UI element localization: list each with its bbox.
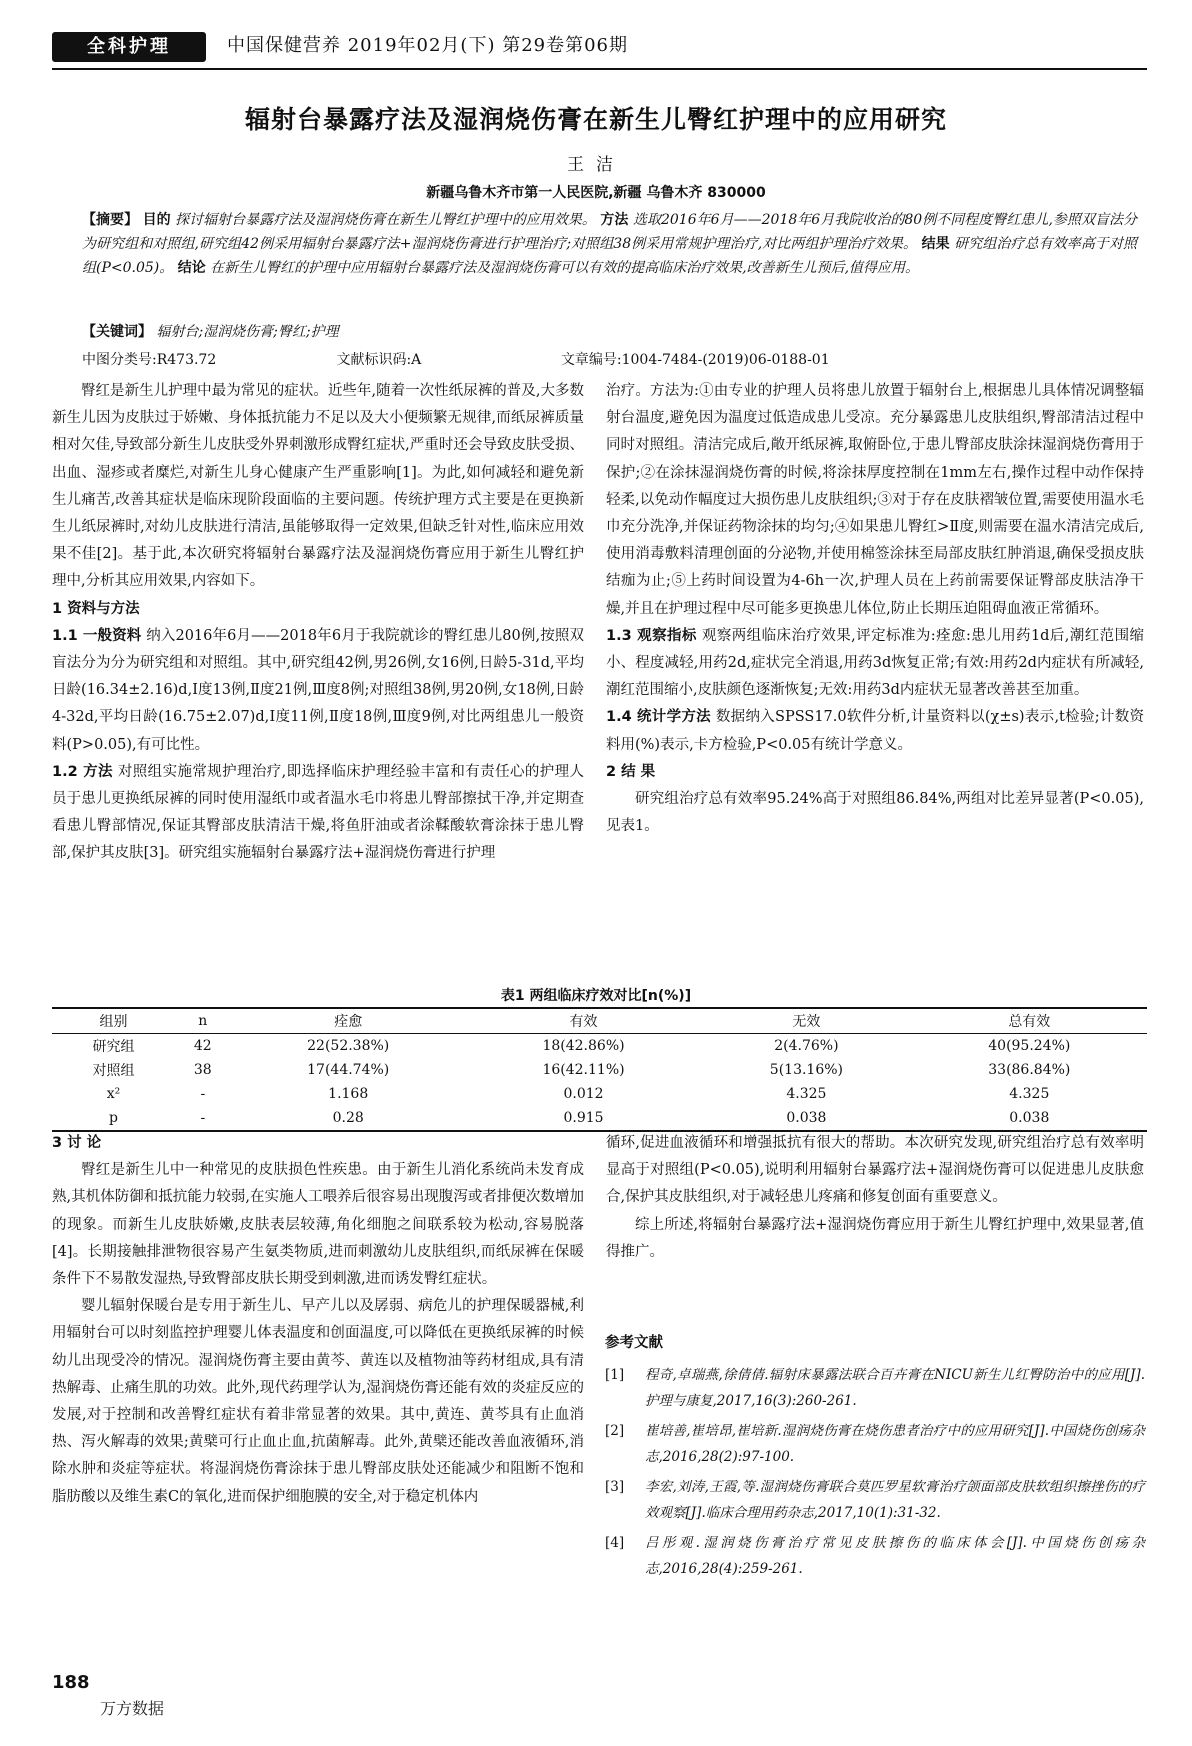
table-cell: 1.168	[328, 1086, 369, 1102]
section-1-2-label: 1.2 方法	[52, 763, 113, 780]
table-row	[52, 1034, 1147, 1059]
section-1-1-text: 纳入2016年6月——2018年6月于我院就诊的臀红患儿80例,按照双盲法分为分为研究组和对照组。其中,研究组42例,男26例,女16例,日龄5-31d,平均日龄(16.34±2.16)d,Ⅰ度13例,Ⅱ度21例,Ⅲ度8例;对照组38例,男20例,女18例,日龄4-32d,平均日龄(16.75±2.07)d,Ⅰ度11例,Ⅱ度18例,Ⅲ度9例,对比两组患儿一般资料(P>0.05),有可比性。	[52, 627, 585, 753]
affiliation: 新疆乌鲁木齐市第一人民医院,新疆 乌鲁木齐 830000	[426, 185, 766, 201]
table-cell: p	[52, 1106, 175, 1131]
table-row	[52, 1106, 1147, 1131]
running-header	[52, 30, 1147, 64]
table-cell: 0.915	[466, 1106, 701, 1131]
reference-number: [4]	[605, 1535, 625, 1551]
result-text: 研究组治疗总有效率高于对照组(P<0.05)。	[82, 236, 1138, 276]
table-row	[52, 1082, 1147, 1106]
abstract	[82, 208, 1137, 280]
table-cell: 4.325	[786, 1086, 827, 1102]
reference-number: [2]	[605, 1423, 625, 1439]
table-header: 无效	[701, 1008, 911, 1034]
intro-paragraph: 臀红是新生儿护理中最为常见的症状。近些年,随着一次性纸尿裤的普及,大多数新生儿因为皮肤过于娇嫩、身体抵抗能力不足以及大小便频繁无规律,而纸尿裤质量相对欠佳,导致部分新生儿皮肤受外界刺激形成臀红症状,严重时还会导致皮肤受损、出血、湿疹或者糜烂,对新生儿身心健康产生严重影响[1]。为此,如何减轻和避免新生儿痛苦,改善其症状是临床现阶段面临的主要问题。传统护理方式主要是在更换新生儿纸尿裤时,对幼儿皮肤进行清洁,虽能够取得一定效果,但缺乏针对性,临床应用效果不佳[2]。基于此,本次研究将辐射台暴露疗法及湿润烧伤膏应用于新生儿臀红护理中,分析其应用效果,内容如下。	[52, 383, 584, 590]
table-cell: 42	[193, 1038, 212, 1054]
section-1-4-label: 1.4 统计学方法	[606, 709, 711, 726]
table-cell: 0.038	[701, 1106, 911, 1131]
section-badge: 全科护理	[52, 32, 206, 62]
table-header: 痊愈	[231, 1008, 466, 1034]
method-continued: 治疗。方法为:①由专业的护理人员将患儿放置于辐射台上,根据患儿具体情况调整辐射台温度,避免因为温度过低造成患儿受凉。充分暴露患儿皮肤组织,臀部清洁过程中同时对照组。清洁完成后,敞开纸尿裤,取俯卧位,于患儿臀部皮肤涂抹湿润烧伤膏用于保护;②在涂抹湿润烧伤膏的时候,将涂抹厚度控制在1mm左右,操作过程中动作保持轻柔,以免动作幅度过大损伤患儿皮肤组织;③对于存在皮肤褶皱位置,需要使用温水毛巾充分洗净,并保证药物涂抹的均匀;④如果患儿臀红>Ⅱ度,则需要在温水清洁完成后,使用消毒敷料清理创面的分泌物,并使用棉签涂抹至局部皮肤红肿消退,确保受损皮肤结痂为止;⑤上药时间设置为4-6h一次,护理人员在上药前需要保证臀部皮肤洁净干燥,并且在护理过程中尽可能多更换患儿体位,防止长期压迫阻碍血液正常循环。	[606, 383, 1144, 617]
reference-number: [1]	[605, 1367, 625, 1383]
keywords-text: 辐射台;湿润烧伤膏;臀红;护理	[156, 324, 339, 340]
objective-text: 探讨辐射台暴露疗法及湿润烧伤膏在新生儿臀红护理中的应用效果。	[175, 212, 596, 228]
author-name: 王洁	[567, 155, 625, 175]
page-number: 188	[52, 1672, 90, 1693]
section-heading-2: 2 结 果	[606, 763, 656, 780]
doc-code: 文献标识码:A	[336, 352, 422, 368]
left-column	[52, 378, 584, 868]
table-cell: 0.038	[912, 1106, 1147, 1131]
section-1-2-text: 对照组实施常规护理治疗,即选择临床护理经验丰富和有责任心的护理人员于患儿更换纸尿裤的同时使用湿纸巾或者温水毛巾将患儿臀部擦拭干净,并定期查看患儿臀部情况,保证其臀部皮肤清洁干燥,将鱼肝油或者涂鞣酸软膏涂抹于患儿臀部,保护其皮肤[3]。研究组实施辐射台暴露疗法+湿润烧伤膏进行护理	[52, 763, 584, 862]
reference-text: 吕彤观.湿润烧伤膏治疗常见皮肤擦伤的临床体会[J].中国烧伤创疡杂志,2016,28(4):259-261.	[645, 1535, 1145, 1577]
reference-text: 李宏,刘涛,王霞,等.湿润烧伤膏联合莫匹罗星软膏治疗颌面部皮肤软组织擦挫伤的疗效观察[J].临床合理用药杂志,2017,10(1):31-32.	[645, 1479, 1145, 1521]
keywords-label: 【关键词】	[82, 324, 152, 340]
summary-paragraph: 综上所述,将辐射台暴露疗法+湿润烧伤膏应用于新生儿臀红护理中,效果显著,值得推广。	[606, 1216, 1144, 1260]
section-1-3-label: 1.3 观察指标	[606, 627, 697, 644]
reference-item	[605, 1418, 1145, 1470]
table-header: n	[175, 1008, 230, 1034]
result-paragraph: 研究组治疗总有效率95.24%高于对照组86.84%,两组对比差异显著(P<0.05),见表1。	[606, 791, 1144, 835]
reference-text: 崔培善,崔培昂,崔培新.湿润烧伤膏在烧伤患者治疗中的应用研究[J].中国烧伤创疡杂志,2016,28(2):97-100.	[645, 1423, 1145, 1465]
table-cell: 5(13.16%)	[769, 1062, 844, 1078]
right-column	[606, 378, 1144, 840]
section-1-1-label: 1.1 一般资料	[52, 627, 142, 644]
references	[605, 1330, 1145, 1586]
table-cell: 38	[193, 1062, 212, 1078]
table-header-row	[52, 1008, 1147, 1034]
objective-label: 目的	[142, 212, 171, 228]
table-cell: 16(42.11%)	[542, 1062, 625, 1078]
reference-number: [3]	[605, 1479, 625, 1495]
reference-item	[605, 1474, 1145, 1526]
section-1-2	[52, 759, 584, 868]
table-header: 总有效	[912, 1008, 1147, 1034]
discussion-column	[52, 1130, 584, 1511]
section-1-4	[606, 704, 1144, 758]
table-cell: 研究组	[92, 1039, 135, 1055]
method-label: 方法	[600, 212, 629, 228]
section-1-1	[52, 623, 584, 759]
section-heading-3: 3 讨 论	[52, 1135, 102, 1151]
section-1-3-text: 观察两组临床治疗效果,评定标准为:痊愈:患儿用药1d后,潮红范围缩小、程度减轻,用药2d,症状完全消退,用药3d恢复正常;有效:用药2d内症状有所减轻,潮红范围缩小,皮肤颜色逐渐恢复;无效:用药3d内症状无显著改善甚至加重。	[606, 627, 1145, 699]
conclusion-column	[606, 1130, 1144, 1266]
table-cell: 0.012	[563, 1086, 604, 1102]
table-cell: 40(95.24%)	[988, 1038, 1071, 1054]
section-1-3	[606, 623, 1144, 705]
article-title: 辐射台暴露疗法及湿润烧伤膏在新生儿臀红护理中的应用研究	[244, 105, 947, 134]
table-cell: 33(86.84%)	[988, 1062, 1071, 1078]
section-1-4-text: 数据纳入SPSS17.0软件分析,计量资料以(χ±s)表示,t检验;计数资料用(%)表示,卡方检验,P<0.05有统计学意义。	[606, 709, 1145, 753]
reference-item	[605, 1362, 1145, 1414]
table-cell: 2(4.76%)	[774, 1038, 839, 1054]
classification-line	[82, 348, 1137, 372]
reference-text: 程奇,卓瑞燕,徐倩倩.辐射床暴露法联合百卉膏在NICU新生儿红臀防治中的应用[J].护理与康复,2017,16(3):260-261.	[645, 1367, 1145, 1409]
result-label: 结果	[921, 236, 950, 252]
section-heading-1: 1 资料与方法	[52, 600, 140, 617]
conclusion-label: 结论	[177, 260, 206, 276]
table-title: 表1 两组临床疗效对比[n(%)]	[500, 988, 692, 1004]
keywords	[82, 320, 1137, 344]
table-cell: 对照组	[92, 1063, 135, 1079]
discussion-paragraph-1: 臀红是新生儿中一种常见的皮肤损色性疾患。由于新生儿消化系统尚未发育成熟,其机体防御和抵抗能力较弱,在实施人工喂养后很容易出现腹泻或者排便次数增加的现象。而新生儿皮肤娇嫩,皮肤表层较薄,角化细胞之间联系较为松动,容易脱落[4]。长期接触排泄物很容易产生氨类物质,进而刺激幼儿皮肤组织,而纸尿裤在保暖条件下不易散发湿热,导致臀部皮肤长期受到刺激,进而诱发臀红症状。	[52, 1162, 584, 1288]
article-number: 文章编号:1004-7484-(2019)06-0188-01	[560, 352, 830, 368]
discussion-paragraph-2: 婴儿辐射保暖台是专用于新生儿、早产儿以及孱弱、病危儿的护理保暖器械,利用辐射台可以时刻监控护理婴儿体表温度和创面温度,可以降低在更换纸尿裤的时候幼儿出现受冷的情况。湿润烧伤膏主要由黄芩、黄连以及植物油等药材组成,具有清热解毒、止痛生肌的功效。此外,现代药理学认为,湿润烧伤膏还能有效的炎症反应的发展,对于控制和改善臀红症状有着非常显著的效果。其中,黄连、黄芩具有止血消热、泻火解毒的效果;黄檗可行止血止血,抗菌解毒。此外,黄檗还能改善血液循环,消除水肿和炎症等症状。将湿润烧伤膏涂抹于患儿臀部皮肤处还能减少和阻断不饱和脂肪酸以及维生素C的氧化,进而保护细胞膜的安全,对于稳定机体内	[52, 1298, 584, 1505]
table-header: 组别	[52, 1008, 175, 1034]
discussion-continued: 循环,促进血液循环和增强抵抗有很大的帮助。本次研究发现,研究组治疗总有效率明显高于对照组(P<0.05),说明利用辐射台暴露疗法+湿润烧伤膏可以促进患儿皮肤愈合,保护其皮肤组织,对于减轻患儿疼痛和修复创面有重要意义。	[606, 1135, 1144, 1206]
table-cell: -	[200, 1086, 206, 1102]
table-row	[52, 1058, 1147, 1082]
reference-item	[605, 1530, 1145, 1582]
table-cell: 4.325	[1009, 1086, 1050, 1102]
table-cell: 18(42.86%)	[542, 1038, 625, 1054]
table-cell: x²	[106, 1086, 121, 1102]
table-cell: -	[175, 1106, 230, 1131]
results-table	[52, 1007, 1147, 1132]
table-cell: 17(44.74%)	[307, 1062, 390, 1078]
conclusion-text: 在新生儿臀红的护理中应用辐射台暴露疗法及湿润烧伤膏可以有效的提高临床治疗效果,改善新生儿预后,值得应用。	[210, 260, 920, 276]
table-header: 有效	[466, 1008, 701, 1034]
journal-info: 中国保健营养 2019年02月(下) 第29卷第06期	[227, 35, 629, 56]
table-cell: 0.28	[231, 1106, 466, 1131]
clc-number: 中图分类号:R473.72	[82, 352, 217, 368]
method-text: 选取2016年6月——2018年6月我院收治的80例不同程度臀红患儿,参照双盲法分为研究组和对照组,研究组42例采用辐射台暴露疗法+湿润烧伤膏进行护理治疗;对照组38例采用常规护理治疗,对比两组护理治疗效果。	[82, 212, 1138, 252]
watermark: 万方数据	[100, 1699, 165, 1718]
abstract-label: 【摘要】	[82, 212, 139, 228]
references-heading: 参考文献	[605, 1335, 663, 1351]
header-rule	[52, 68, 1147, 70]
table-cell: 22(52.38%)	[307, 1038, 390, 1054]
